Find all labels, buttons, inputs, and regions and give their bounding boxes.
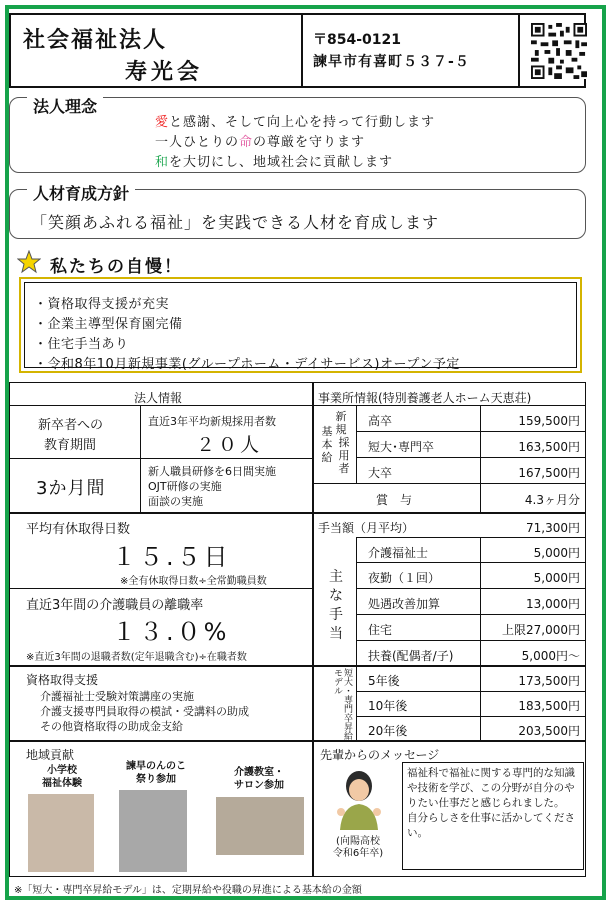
model-label: 10年後 [368,699,408,713]
model-value: 173,500円 [518,674,580,688]
office-info-heading: 事業所情報(特別養護老人ホーム天恵荘) [318,391,532,405]
message-title: 先輩からのメッセージ [320,748,440,762]
allowance-item-value: 5,000円～ [521,649,580,663]
bonus-value: 4.3ヶ月分 [524,493,580,507]
allowance-value: 71,300円 [526,521,580,535]
hr-policy-title: 人材育成方針 [27,181,135,204]
qr-code-icon[interactable] [531,23,587,79]
leave-note: ※全有休取得日数÷全常勤職員数 [120,576,267,587]
qualification-title: 資格取得支援 [26,673,99,687]
salary-side-label-d: 採用者 [338,436,350,475]
edu-label-1: 新卒者への [38,418,104,433]
allowance-item-value: 5,000円 [533,546,580,560]
pride-item: ・企業主導型保育園完備 [34,317,183,332]
salary-value: 167,500円 [518,466,580,480]
salary-label: 大卒 [368,466,393,480]
message-person: (向陽高校 令和6年卒) [332,836,384,859]
leave-value: １５.５日 [112,543,231,571]
message-text: 福祉科で福祉に関する専門的な知識や技術を学び、この分野が自分のやりたい仕事だと感じられました。 自分らしさを仕事に活かしてください。 [407,767,575,839]
qualification-item: その他資格取得の助成金支給 [40,720,183,733]
turnover-label: 直近3年間の介護職員の離職率 [26,598,204,613]
community-photo [216,797,304,855]
pride-item: ・住宅手当あり [34,337,129,352]
pride-item: ・資格取得支援が充実 [34,297,170,312]
model-label: 5年後 [368,674,400,688]
qualification-item: 介護福祉士受験対策講座の実施 [40,690,194,703]
training-item: 面談の実施 [148,495,203,508]
star-icon [17,250,41,274]
community-caption: 諫早のんのこ 祭り参加 [126,761,186,785]
allowance-item-value: 上限27,000円 [502,623,580,637]
salary-value: 159,500円 [518,414,580,428]
qualification-item: 介護支援専門員取得の模試・受講料の助成 [40,705,249,718]
model-value: 203,500円 [518,724,580,738]
leave-label: 平均有休取得日数 [26,522,131,537]
org-name-line2: 寿光会 [125,60,204,85]
allowance-item-label: 住宅 [368,623,393,637]
philosophy-line3: 和を大切にし、地域社会に貢献します [155,155,394,170]
model-label: 20年後 [368,724,408,738]
corp-info-heading: 法人情報 [134,391,183,405]
allowance-item-label: 扶養(配偶者/子) [368,649,454,663]
header-box [9,13,586,88]
allowance-item-label: 処遇改善加算 [368,597,441,611]
bonus-label: 賞 与 [376,493,413,507]
hire-value: ２０人 [196,434,263,456]
allowance-item-value: 5,000円 [533,571,580,585]
salary-side-label-a: 新規 [335,410,347,436]
turnover-note: ※直近3年間の退職者数(定年退職含む)÷在職者数 [26,652,247,663]
community-caption: 介護教室・ サロン参加 [234,767,284,791]
senior-photo-icon [332,768,386,830]
allowance-side-label: 主な手当 [329,569,343,642]
model-side-label: 短大・専門卒昇給モデル [332,668,352,740]
training-item: OJT研修の実施 [148,480,222,493]
training-item: 新人職員研修を6日間実施 [148,465,276,478]
allowance-item-label: 介護福祉士 [368,546,429,560]
hr-policy-text: 「笑顔あふれる福祉」を実践できる人材を育成します [31,213,440,232]
edu-label-2: 教育期間 [44,438,97,453]
edu-value: 3か月間 [36,478,106,499]
footnote: ※「短大・専門卒昇給モデル」は、定期昇給や役職の昇進による基本給の金額 [14,885,362,896]
philosophy-line2: 一人ひとりの命の尊厳を守ります [155,135,366,150]
org-name-line1: 社会福祉法人 [23,28,168,53]
model-value: 183,500円 [518,699,580,713]
hire-label: 直近3年平均新規採用者数 [148,415,276,428]
postal-code: 〒854-0121 [313,32,401,48]
salary-label: 高卒 [368,414,393,428]
community-photo [28,794,94,872]
philosophy-line1: 愛と感謝、そして向上心を持って行動します [155,115,436,130]
pride-title: 私たちの自慢！ [50,257,183,277]
pride-item: ・令和8年10月新規事業(グループホーム・デイサービス)オープン予定 [34,357,460,372]
salary-label: 短大･専門卒 [368,440,435,454]
turnover-value: １３.０% [112,618,230,646]
salary-side-label-b: 基本給 [321,425,333,464]
salary-value: 163,500円 [518,440,580,454]
allowance-item-label: 夜勤（１回） [368,571,441,585]
philosophy-title: 法人理念 [27,94,103,117]
community-title: 地域貢献 [26,748,75,762]
allowance-label: 手当額（月平均） [318,521,415,535]
community-photo [119,790,187,872]
allowance-item-value: 13,000円 [526,597,580,611]
community-caption: 小学校 福祉体験 [42,765,82,789]
address: 諫早市有喜町５３７-５ [313,54,470,70]
